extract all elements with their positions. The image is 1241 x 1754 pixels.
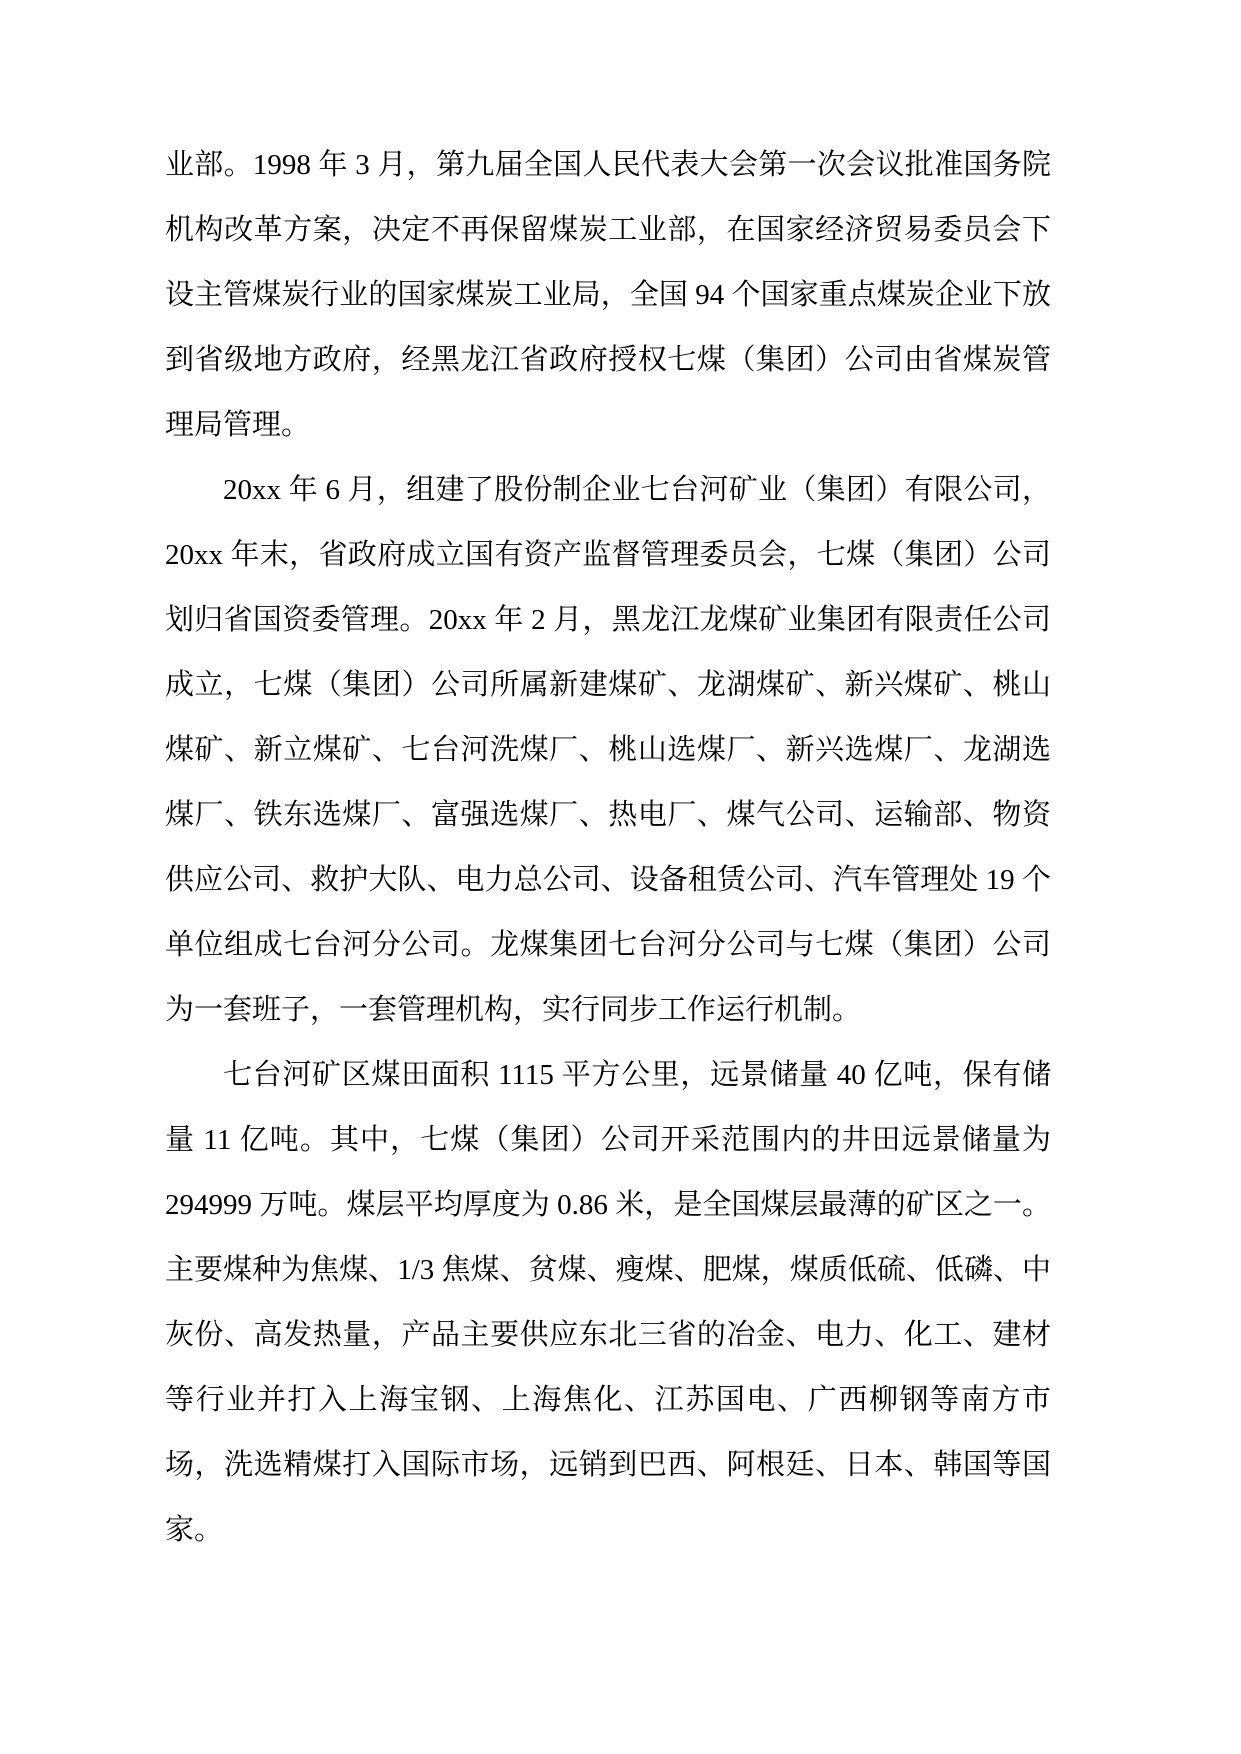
paragraph-continuation: 业部。1998 年 3 月，第九届全国人民代表大会第一次会议批准国务院机构改革方案，决定不再保留煤炭工业部，在国家经济贸易委员会下设主管煤炭行业的国家煤炭工业局，全国 94 个国家重点煤炭企业下放到省级地方政府，经黑龙江省政府授权七煤（集团）公司由省煤炭管理局管理。 (165, 149, 1051, 441)
paragraph-company-history: 20xx 年 6 月，组建了股份制企业七台河矿业（集团）有限公司，20xx 年末，省政府成立国有资产监督管理委员会，七煤（集团）公司划归省国资委管理。20xx 年 2 月，黑龙江龙煤矿业集团有限责任公司成立，七煤（集团）公司所属新建煤矿、龙湖煤矿、新兴煤矿、桃山煤矿、新立煤矿、七台河洗煤厂、桃山选煤厂、新兴选煤厂、龙湖选煤厂、铁东选煤厂、富强选煤厂、热电厂、煤气公司、运输部、物资供应公司、救护大队、电力总公司、设备租赁公司、汽车管理处 19 个单位组成七台河分公司。龙煤集团七台河分公司与七煤（集团）公司为一套班子，一套管理机构，实行同步工作运行机制。 (165, 474, 1051, 1026)
paragraph-mining-area: 七台河矿区煤田面积 1115 平方公里，远景储量 40 亿吨，保有储量 11 亿吨。其中，七煤（集团）公司开采范围内的井田远景储量为 294999 万吨。煤层平均厚度为 0.86 米，是全国煤层最薄的矿区之一。主要煤种为焦煤、1/3 焦煤、贫煤、瘦煤、肥煤，煤质低硫、低磷、中灰份、高发热量，产品主要供应东北三省的冶金、电力、化工、建材等行业并打入上海宝钢、上海焦化、江苏国电、广西柳钢等南方市场，洗选精煤打入国际市场，远销到巴西、阿根廷、日本、韩国等国家。 (165, 1059, 1051, 1546)
